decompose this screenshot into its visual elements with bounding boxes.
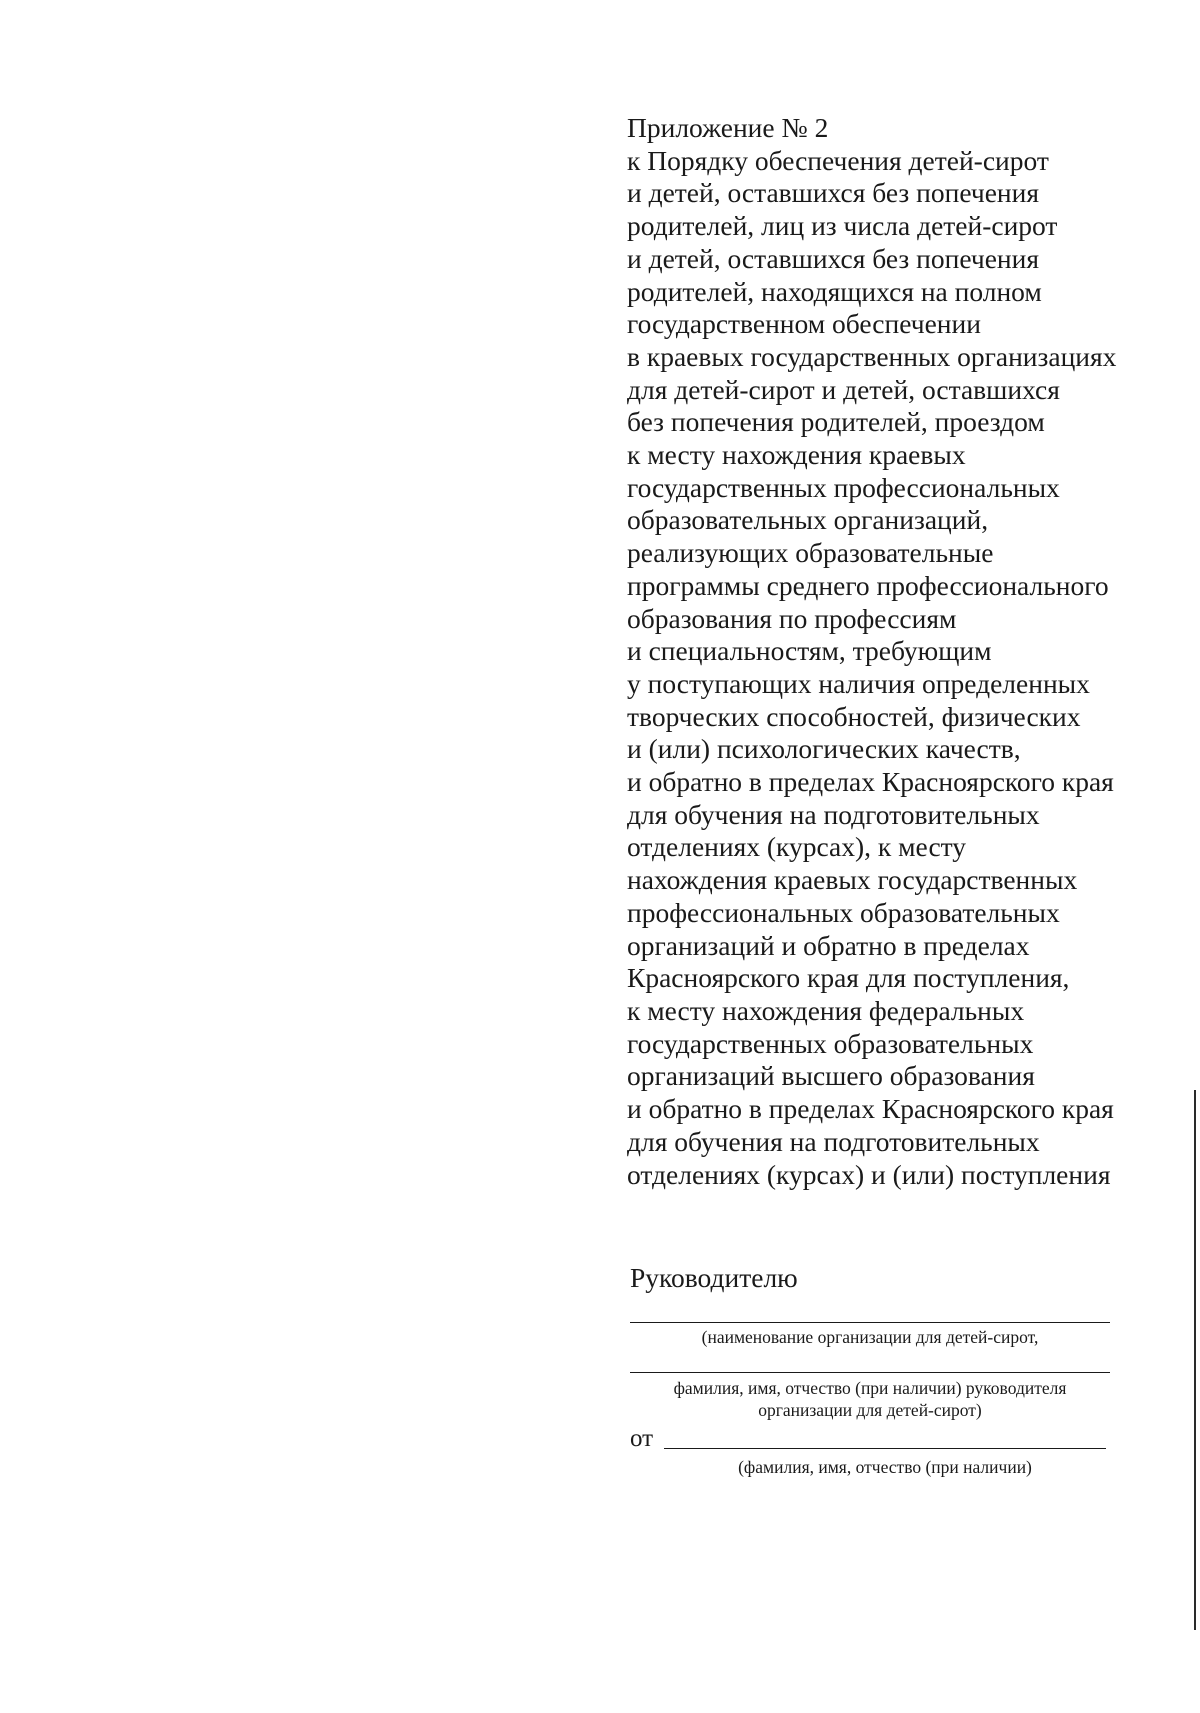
appendix-line: и обратно в пределах Красноярского края: [627, 766, 1114, 798]
appendix-line: и детей, оставшихся без попечения: [627, 242, 1039, 274]
appendix-line: профессиональных образовательных: [627, 896, 1060, 928]
appendix-line: к месту нахождения краевых: [627, 439, 966, 471]
appendix-line: программы среднего профессионального: [627, 569, 1109, 601]
appendix-line: организаций высшего образования: [627, 1060, 1035, 1092]
applicant-name-field[interactable]: [664, 1448, 1106, 1449]
appendix-line: нахождения краевых государственных: [627, 864, 1078, 896]
appendix-line: государственном обеспечении: [627, 308, 981, 340]
appendix-line: отделениях (курсах), к месту: [627, 831, 967, 863]
appendix-line: в краевых государственных организациях: [627, 340, 1117, 372]
appendix-line: для обучения на подготовительных: [627, 1125, 1040, 1157]
appendix-heading: [627, 112, 1187, 1191]
appendix-line: и детей, оставшихся без попечения: [627, 177, 1039, 209]
appendix-line: родителей, находящихся на полном: [627, 275, 1042, 307]
appendix-line: к Порядку обеспечения детей-сирот: [627, 144, 1049, 176]
appendix-line: творческих способностей, физических: [627, 700, 1081, 732]
organization-name-caption: (наименование организации для детей-сирот,: [701, 1327, 1039, 1347]
appendix-line: для детей-сирот и детей, оставшихся: [627, 373, 1060, 405]
organization-name-field[interactable]: [630, 1322, 1110, 1323]
applicant-name-caption: (фамилия, имя, отчество (при наличии): [738, 1457, 1032, 1477]
head-name-field[interactable]: [630, 1372, 1110, 1373]
appendix-line: и специальностям, требующим: [627, 635, 992, 667]
appendix-line: организаций и обратно в пределах: [627, 929, 1030, 961]
addressee-label: Руководителю: [630, 1262, 798, 1293]
appendix-line: к месту нахождения федеральных: [627, 994, 1025, 1026]
appendix-line: образования по профессиям: [627, 602, 957, 634]
appendix-line: отделениях (курсах) и (или) поступления: [627, 1158, 1111, 1190]
scan-edge-line: [1194, 1090, 1196, 1630]
appendix-line: родителей, лиц из числа детей-сирот: [627, 210, 1058, 242]
appendix-line: государственных образовательных: [627, 1027, 1034, 1059]
head-name-caption-line1: фамилия, имя, отчество (при наличии) руководителя: [673, 1378, 1067, 1398]
appendix-line: для обучения на подготовительных: [627, 798, 1040, 830]
appendix-line: Приложение № 2: [627, 112, 829, 143]
head-name-caption-line2: организации для детей-сирот): [758, 1400, 982, 1420]
appendix-line: без попечения родителей, проездом: [627, 406, 1045, 438]
appendix-line: и обратно в пределах Красноярского края: [627, 1093, 1114, 1125]
appendix-line: и (или) психологических качеств,: [627, 733, 1021, 765]
appendix-line: Красноярского края для поступления,: [627, 962, 1070, 994]
from-label: от: [630, 1425, 654, 1452]
appendix-line: у поступающих наличия определенных: [627, 667, 1090, 699]
appendix-line: государственных профессиональных: [627, 471, 1060, 503]
appendix-line: образовательных организаций,: [627, 504, 989, 536]
appendix-line: реализующих образовательные: [627, 537, 994, 569]
